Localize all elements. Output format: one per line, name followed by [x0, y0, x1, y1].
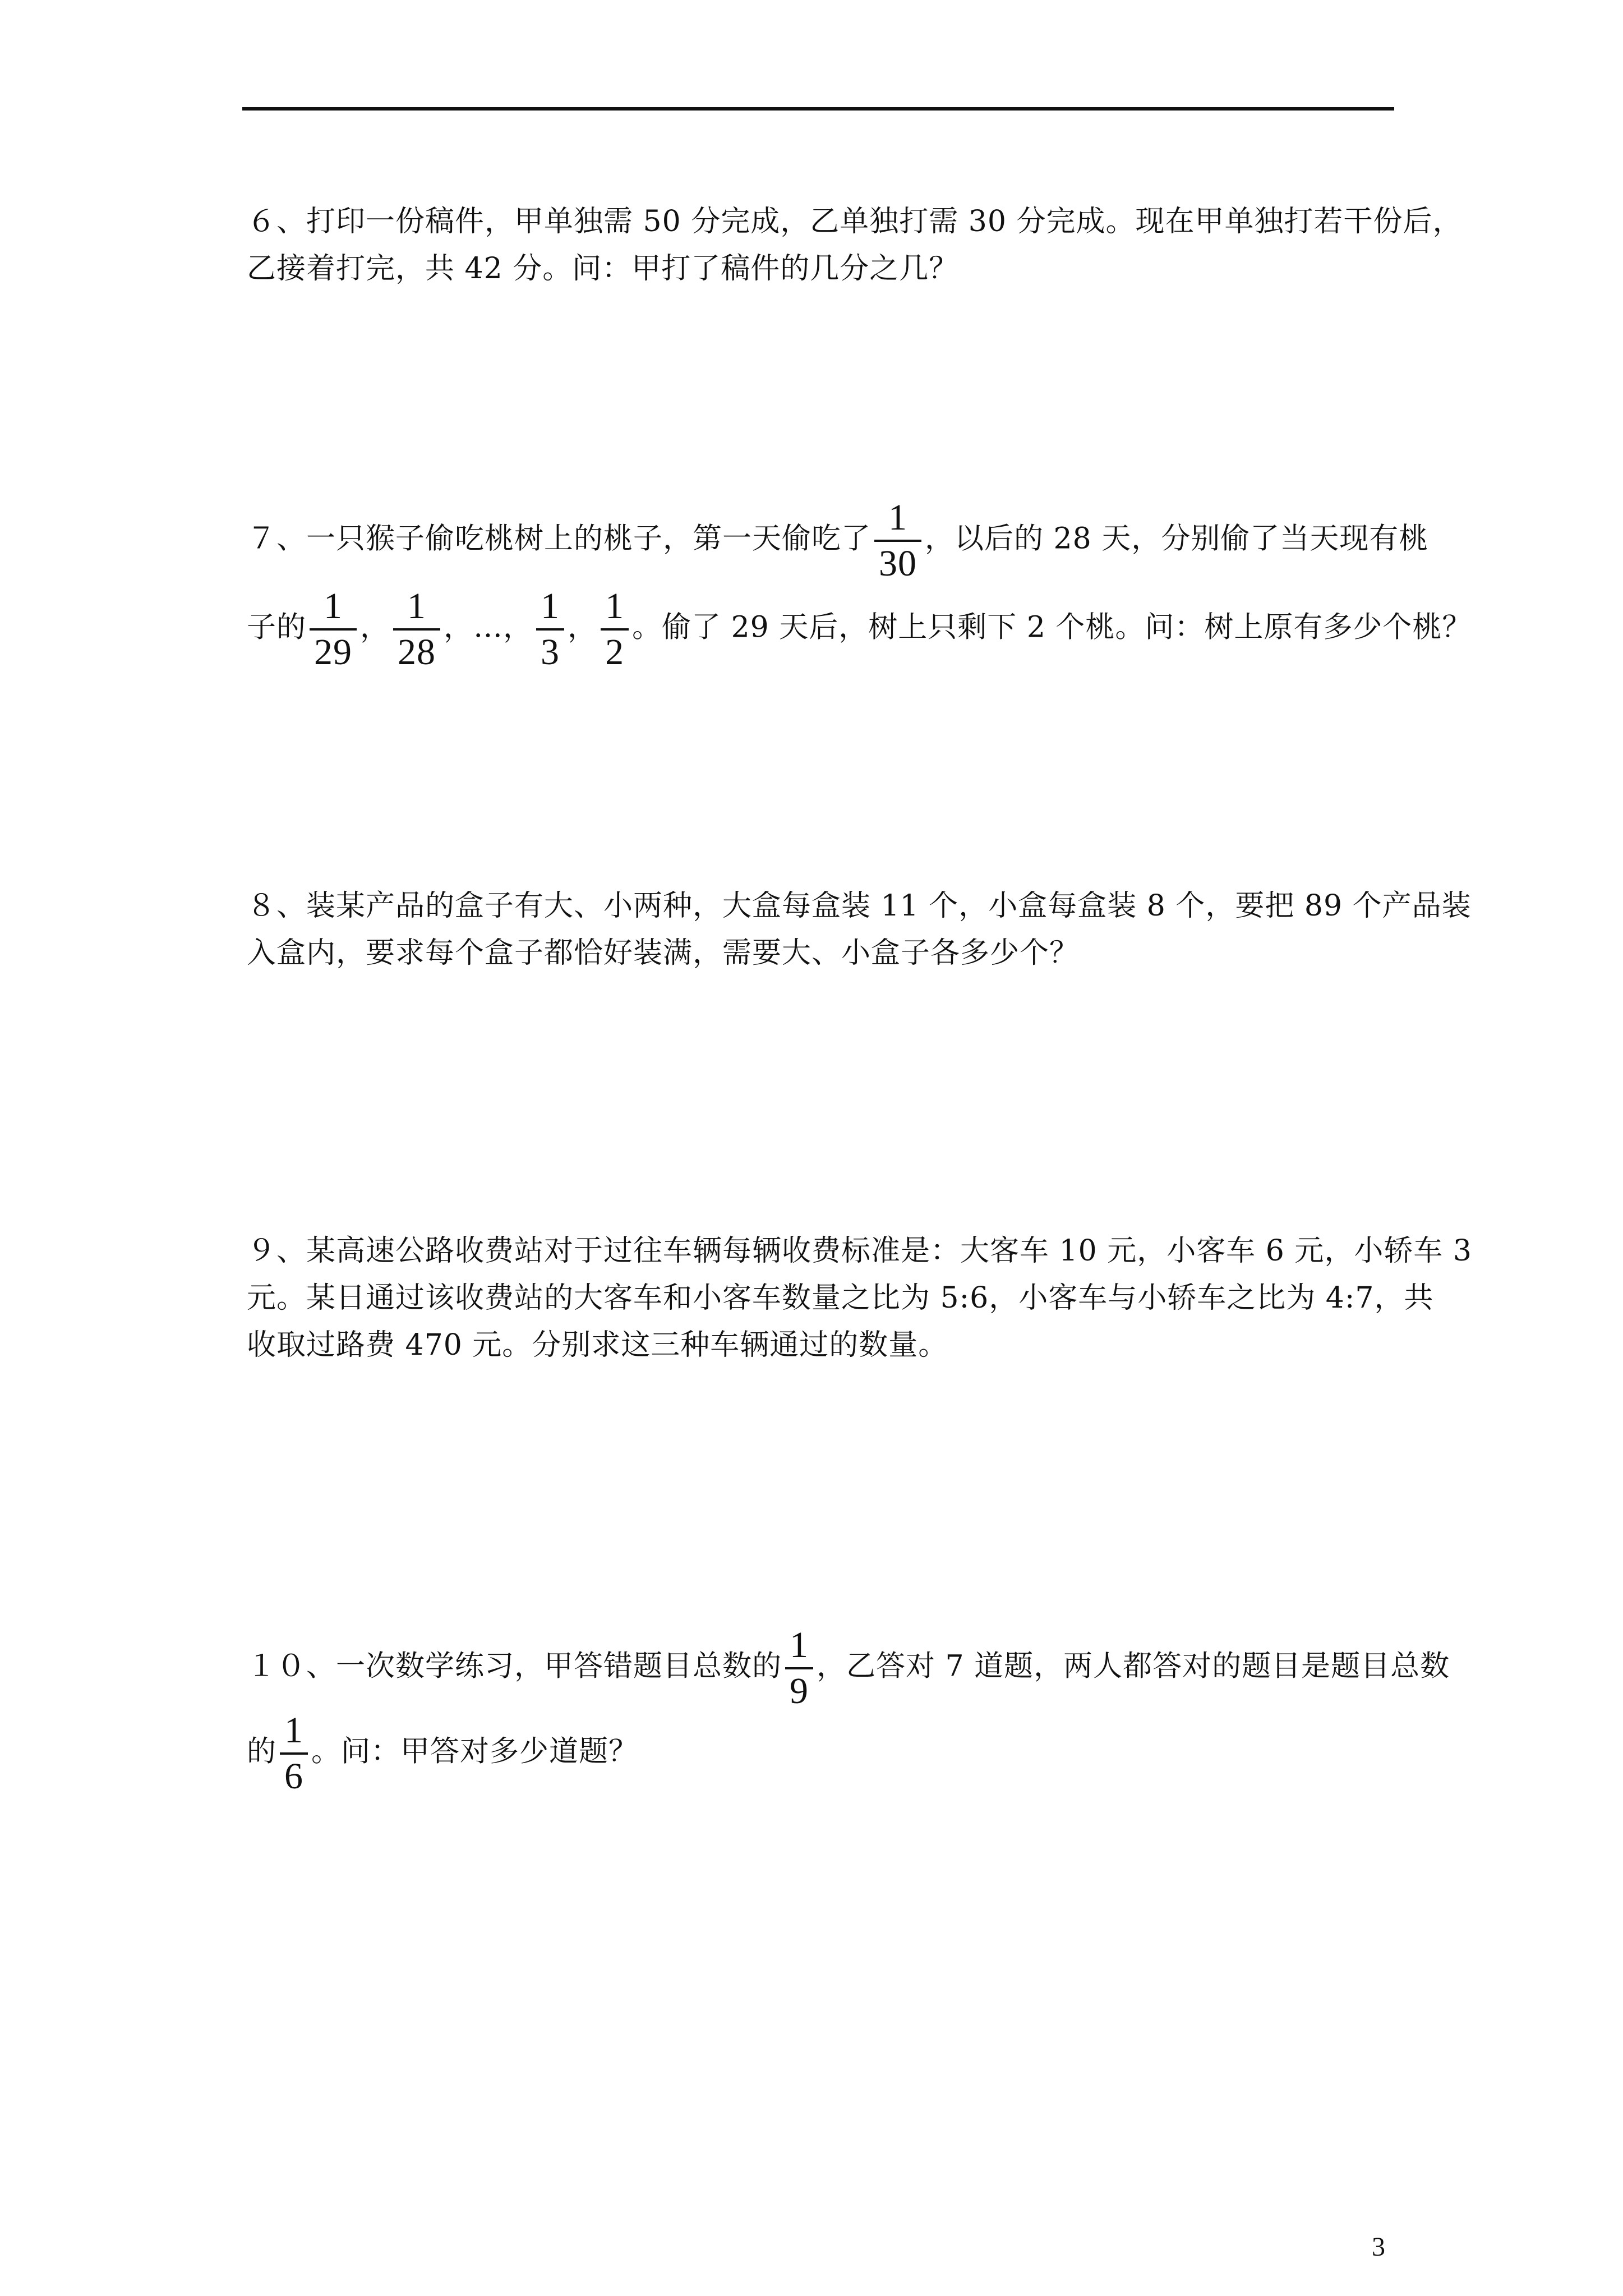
separator: ， [360, 610, 390, 645]
fraction-1-28 [393, 588, 440, 671]
fraction-denominator: 2 [605, 632, 625, 673]
problem-10-line-2 [247, 1712, 638, 1795]
problem-7-text-1b: ，以后的 28 天，分别偷了当天现有桃 [925, 522, 1429, 556]
fraction-numerator: 1 [284, 1710, 304, 1751]
separator: ， [568, 610, 598, 645]
fraction-1-3 [536, 588, 564, 671]
problem-6 [247, 196, 1463, 309]
fraction-denominator: 30 [879, 543, 917, 584]
problem-10-line-1 [247, 1627, 1450, 1710]
problem-6-line-1: ６、打印一份稿件，甲单独需 50 分完成，乙单独打需 30 分完成。现在甲单独打若干份后， [247, 205, 1463, 238]
problem-10-text-1b: ，乙答对 7 道题，两人都答对的题目是题目总数 [817, 1649, 1450, 1683]
separator: ，…， [444, 610, 533, 645]
problem-8 [247, 881, 1472, 993]
problem-8-line-2: 入盒内，要求每个盒子都恰好装满，需要大、小盒子各多少个？ [247, 936, 1080, 970]
page-number: 3 [1372, 2232, 1385, 2262]
fraction-numerator: 1 [790, 1625, 809, 1665]
fraction-1-30 [874, 499, 921, 582]
fraction-1-29 [310, 588, 357, 671]
fraction-denominator: 6 [284, 1756, 304, 1797]
problem-10 [247, 1625, 1450, 1812]
fraction-numerator: 1 [541, 586, 560, 627]
problem-9 [247, 1226, 1472, 1383]
problem-7-text-1a: ７、一只猴子偷吃桃树上的桃子，第一天偷吃了 [247, 522, 872, 556]
fraction-denominator: 9 [790, 1671, 809, 1711]
fraction-numerator: 1 [888, 497, 908, 538]
fraction-numerator: 1 [605, 586, 625, 627]
fraction-1-2 [601, 588, 629, 671]
problem-10-text-2b: 。问：甲答对多少道题？ [311, 1734, 639, 1769]
problem-10-text-2a: 的 [247, 1734, 277, 1769]
fraction-denominator: 3 [541, 632, 560, 673]
fraction-numerator: 1 [324, 586, 343, 627]
problem-7 [247, 497, 1472, 684]
fraction-1-6 [280, 1712, 308, 1795]
problem-7-text-2a: 子的 [247, 610, 307, 645]
problem-9-line-3: 收取过路费 470 元。分别求这三种车辆通过的数量。 [247, 1328, 948, 1362]
problem-7-text-2b: 。偷了 29 天后，树上只剩下 2 个桃。问：树上原有多少个桃？ [632, 610, 1472, 645]
problem-10-text-1a: １０、一次数学练习，甲答错题目总数的 [247, 1649, 782, 1683]
problem-9-line-1: ９、某高速公路收费站对于过往车辆每辆收费标准是：大客车 10 元，小客车 6 元，小轿车 3 [247, 1234, 1472, 1268]
problem-7-line-1 [247, 499, 1428, 582]
fraction-numerator: 1 [407, 586, 427, 627]
header-rule [242, 107, 1394, 111]
fraction-denominator: 29 [314, 632, 353, 673]
problem-7-line-2 [247, 588, 1472, 671]
problem-8-line-1: ８、装某产品的盒子有大、小两种，大盒每盒装 11 个，小盒每盒装 8 个，要把 89 个产品装 [247, 889, 1472, 923]
problem-6-line-2: 乙接着打完，共 42 分。问：甲打了稿件的几分之几？ [247, 252, 959, 286]
fraction-denominator: 28 [398, 632, 436, 673]
fraction-1-9 [785, 1627, 813, 1710]
problem-9-line-2: 元。某日通过该收费站的大客车和小客车数量之比为 5:6，小客车与小轿车之比为 4:7，共 [247, 1281, 1434, 1315]
